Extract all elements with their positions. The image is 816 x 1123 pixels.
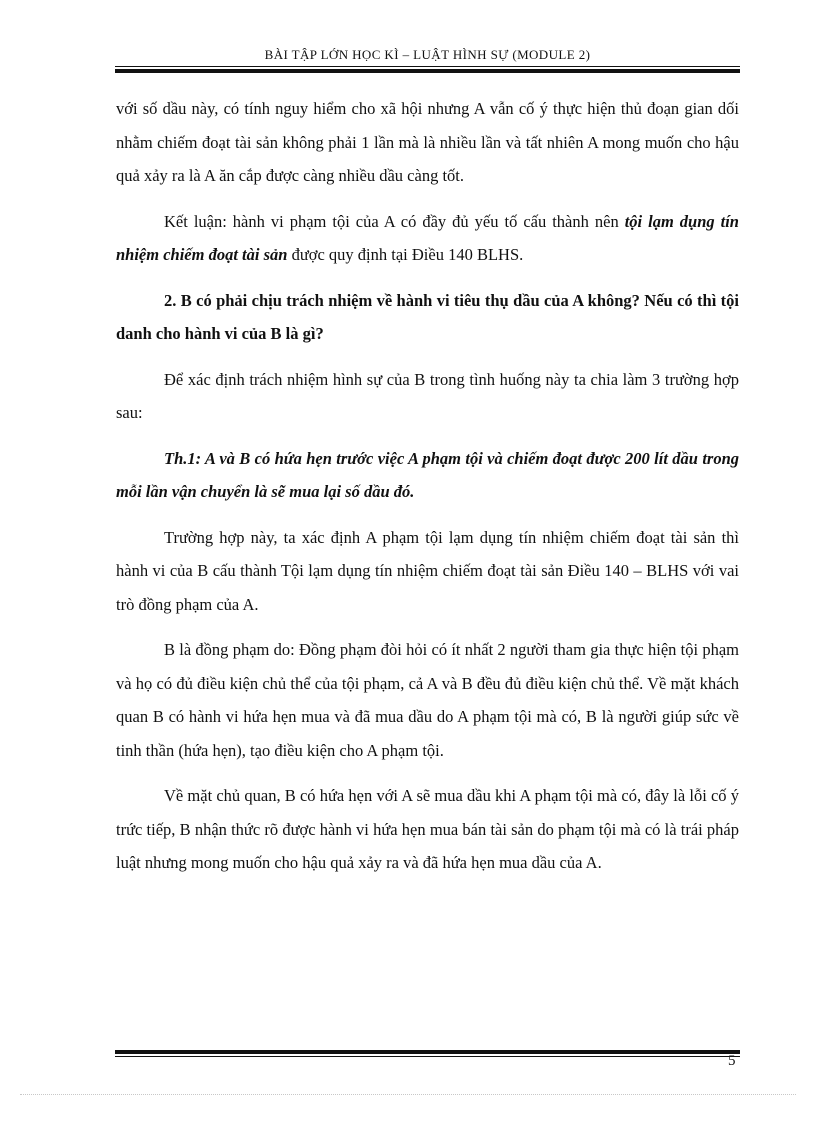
header-rule-thick	[115, 69, 740, 73]
conclusion-emphasis: tội lạm dụng tín nhiệm chiếm đoạt tài sản	[116, 211, 739, 264]
paragraph-subjective: Về mặt chủ quan, B có hứa hẹn với A sẽ mua dầu khi A phạm tội mà có, đây là lỗi cố ý trức tiếp, B nhận thức rõ được hành vi hứa hẹn mua bán tài sản do phạm tội mà có là trái pháp luật nhưng mong muốn cho hậu quả xảy ra và đã hứa hẹn mua dầu của A.	[116, 786, 739, 872]
question-2-heading: 2. B có phải chịu trách nhiệm về hành vi tiêu thụ dầu của A không? Nếu có thì tội danh cho hành vi của B là gì?	[116, 290, 739, 343]
document-body	[116, 92, 739, 892]
header-title: BÀI TẬP LỚN HỌC KÌ – LUẬT HÌNH SỰ (MODULE 2)	[264, 47, 591, 62]
case-1-heading: Th.1: A và B có hứa hẹn trước việc A phạm tội và chiếm đoạt được 200 lít dầu trong mỗi lần vận chuyển là sẽ mua lại số dầu đó.	[116, 448, 739, 501]
page-bottom-dotted-border	[20, 1094, 796, 1095]
footer-rule-thick	[115, 1050, 740, 1054]
paragraph-intro-cases: Để xác định trách nhiệm hình sự của B trong tình huống này ta chia làm 3 trường hợp sau:	[116, 369, 739, 422]
header-rule-thin	[115, 66, 740, 67]
paragraph-case-1-analysis: Trường hợp này, ta xác định A phạm tội lạm dụng tín nhiệm chiếm đoạt tài sản thì hành vi của B cấu thành Tội lạm dụng tín nhiệm chiếm đoạt tài sản Điều 140 – BLHS với vai trò đồng phạm của A.	[116, 527, 739, 614]
paragraph-continuation: với số dầu này, có tính nguy hiểm cho xã hội nhưng A vẫn cố ý thực hiện thủ đoạn gian dối nhằm chiếm đoạt tài sản không phải 1 lần mà là nhiều lần và tất nhiên A mong muốn cho hậu quả xảy ra là A ăn cắp được càng nhiều dầu càng tốt.	[116, 99, 739, 185]
paragraph-conclusion	[116, 205, 739, 272]
page-number: 5	[728, 1053, 736, 1069]
conclusion-text-end: được quy định tại Điều 140 BLHS.	[287, 245, 524, 264]
conclusion-text-start: Kết luận: hành vi phạm tội của A có đầy đủ yếu tố cấu thành nên	[164, 211, 625, 231]
paragraph-accomplice: B là đồng phạm do: Đồng phạm đòi hỏi có ít nhất 2 người tham gia thực hiện tội phạm và họ có đủ điều kiện chủ thể của tội phạm, cả A và B đều đủ điều kiện chủ thể. Về mặt khách quan B có hành vi hứa hẹn mua và đã mua dầu do A phạm tội mà có, B là người giúp sức về tinh thần (hứa hẹn), tạo điều kiện cho A phạm tội.	[116, 640, 739, 760]
footer-rule-thin	[115, 1056, 740, 1057]
